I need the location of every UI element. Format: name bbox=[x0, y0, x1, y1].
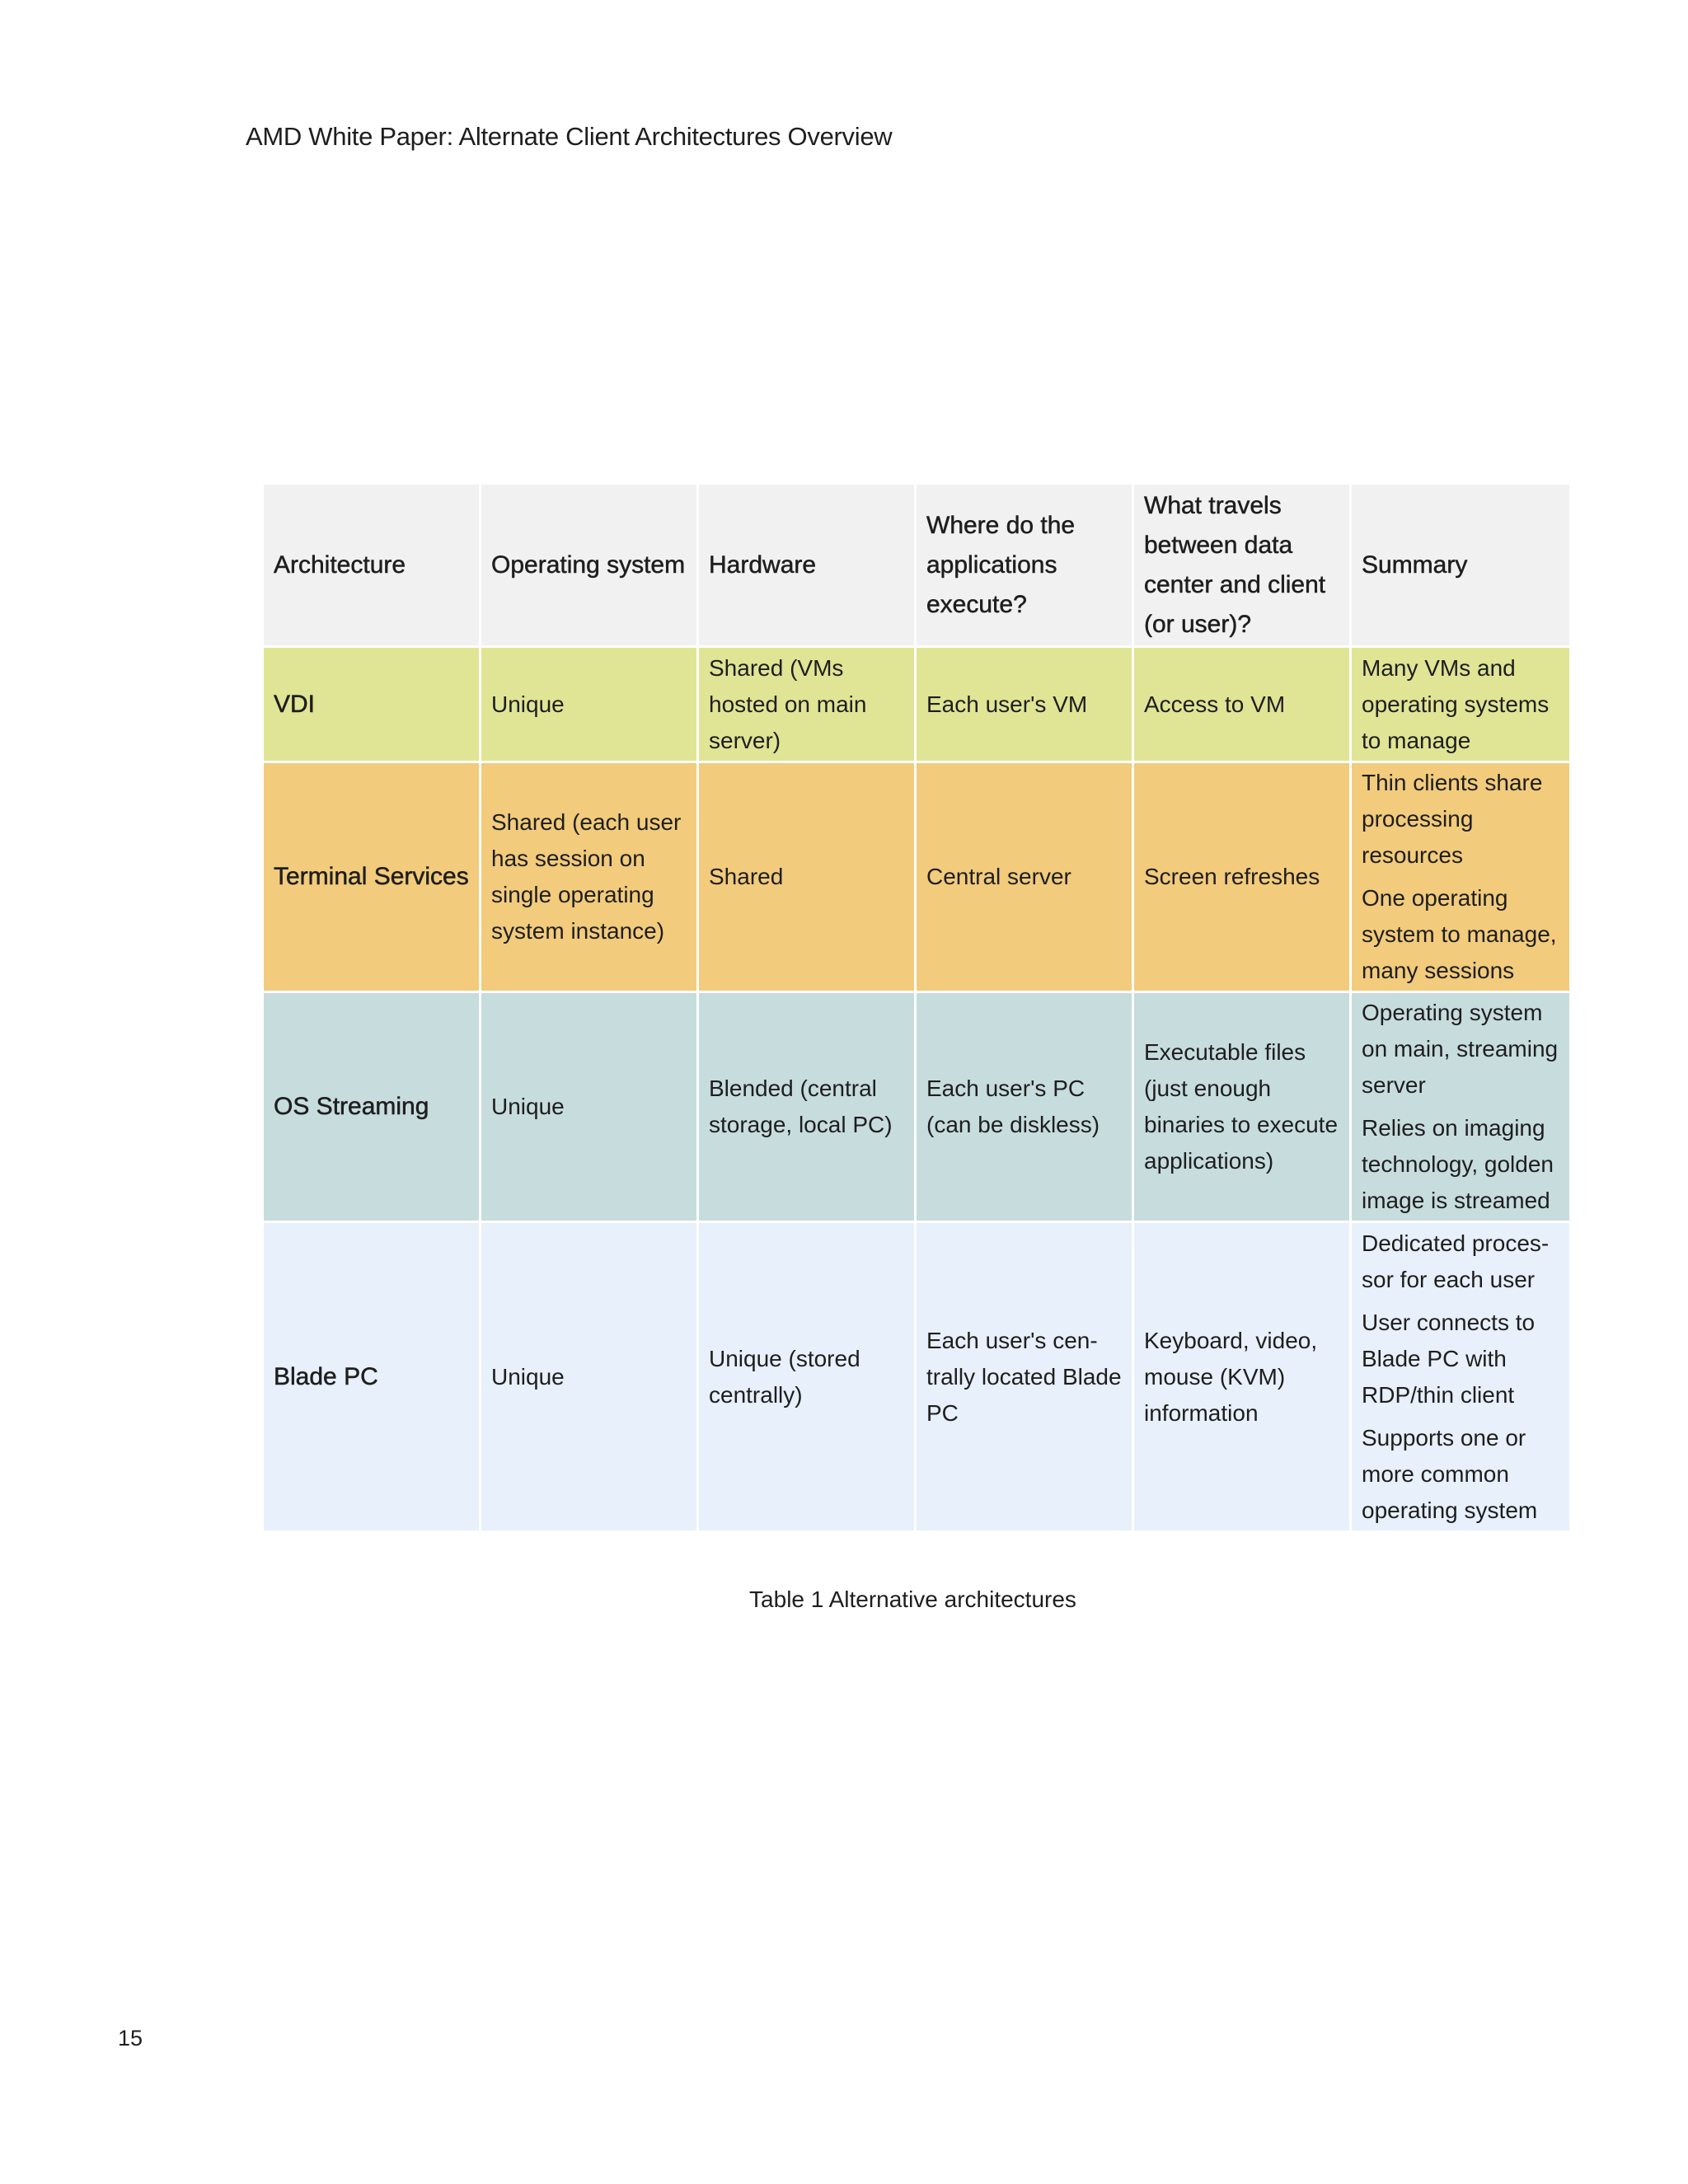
page-number: 15 bbox=[118, 2026, 143, 2050]
hardware-cell: Shared (VMs hosted on main server) bbox=[698, 647, 916, 762]
traffic-cell: Access to VM bbox=[1133, 647, 1351, 762]
operating-system-cell: Unique bbox=[481, 647, 698, 762]
summary-point: Operating system on main, streaming server bbox=[1362, 1000, 1559, 1098]
running-header: AMD White Paper: Alternate Client Architectures Overview bbox=[246, 122, 893, 151]
summary-point: Relies on imaging technology, golden image is streamed bbox=[1362, 1115, 1554, 1213]
table-header-row bbox=[263, 484, 1571, 647]
summary-point: Thin clients share processing resources bbox=[1362, 770, 1543, 868]
summary-point: One operating system to manage, many sessions bbox=[1362, 885, 1557, 983]
architecture-cell: Terminal Services bbox=[263, 762, 481, 992]
column-header-architecture: Architecture bbox=[263, 484, 481, 647]
column-header-execution: Where do the applications execute? bbox=[916, 484, 1133, 647]
table-row-os-streaming bbox=[263, 992, 1571, 1222]
table-row-blade-pc bbox=[263, 1222, 1571, 1532]
table-row-vdi bbox=[263, 647, 1571, 762]
execution-cell: Central server bbox=[916, 762, 1133, 992]
column-header-hardware: Hardware bbox=[698, 484, 916, 647]
summary-point: User connects to Blade PC with RDP/thin client bbox=[1362, 1309, 1536, 1408]
summary-cell bbox=[1351, 1222, 1571, 1532]
hardware-cell: Blended (central storage, local PC) bbox=[698, 992, 916, 1222]
operating-system-cell: Shared (each user has session on single operating system instance) bbox=[481, 762, 698, 992]
architecture-cell: OS Streaming bbox=[263, 992, 481, 1222]
traffic-cell: Keyboard, video, mouse (KVM) information bbox=[1133, 1222, 1351, 1532]
operating-system-cell: Unique bbox=[481, 992, 698, 1222]
column-header-summary: Summary bbox=[1351, 484, 1571, 647]
operating-system-cell: Unique bbox=[481, 1222, 698, 1532]
column-header-operating-system: Operating system bbox=[481, 484, 698, 647]
summary-cell bbox=[1351, 647, 1571, 762]
summary-point: Dedicated proces-sor for each user bbox=[1362, 1230, 1550, 1292]
traffic-cell: Screen refreshes bbox=[1133, 762, 1351, 992]
table-row-terminal-services bbox=[263, 762, 1571, 992]
architectures-table bbox=[261, 482, 1572, 1533]
architecture-cell: VDI bbox=[263, 647, 481, 762]
summary-point: Supports one or more common operating system bbox=[1362, 1424, 1538, 1523]
execution-cell: Each user's cen-trally located Blade PC bbox=[916, 1222, 1133, 1532]
table-caption: Table 1 Alternative architectures bbox=[749, 1586, 1076, 1612]
execution-cell: Each user's VM bbox=[916, 647, 1133, 762]
summary-cell bbox=[1351, 762, 1571, 992]
column-header-traffic: What travels between data center and client (or user)? bbox=[1133, 484, 1351, 647]
hardware-cell: Unique (stored centrally) bbox=[698, 1222, 916, 1532]
summary-cell bbox=[1351, 992, 1571, 1222]
hardware-cell: Shared bbox=[698, 762, 916, 992]
summary-point: Many VMs and operating systems to manage bbox=[1362, 654, 1550, 753]
architecture-cell: Blade PC bbox=[263, 1222, 481, 1532]
traffic-cell: Executable files (just enough binaries to execute applications) bbox=[1133, 992, 1351, 1222]
execution-cell: Each user's PC (can be diskless) bbox=[916, 992, 1133, 1222]
